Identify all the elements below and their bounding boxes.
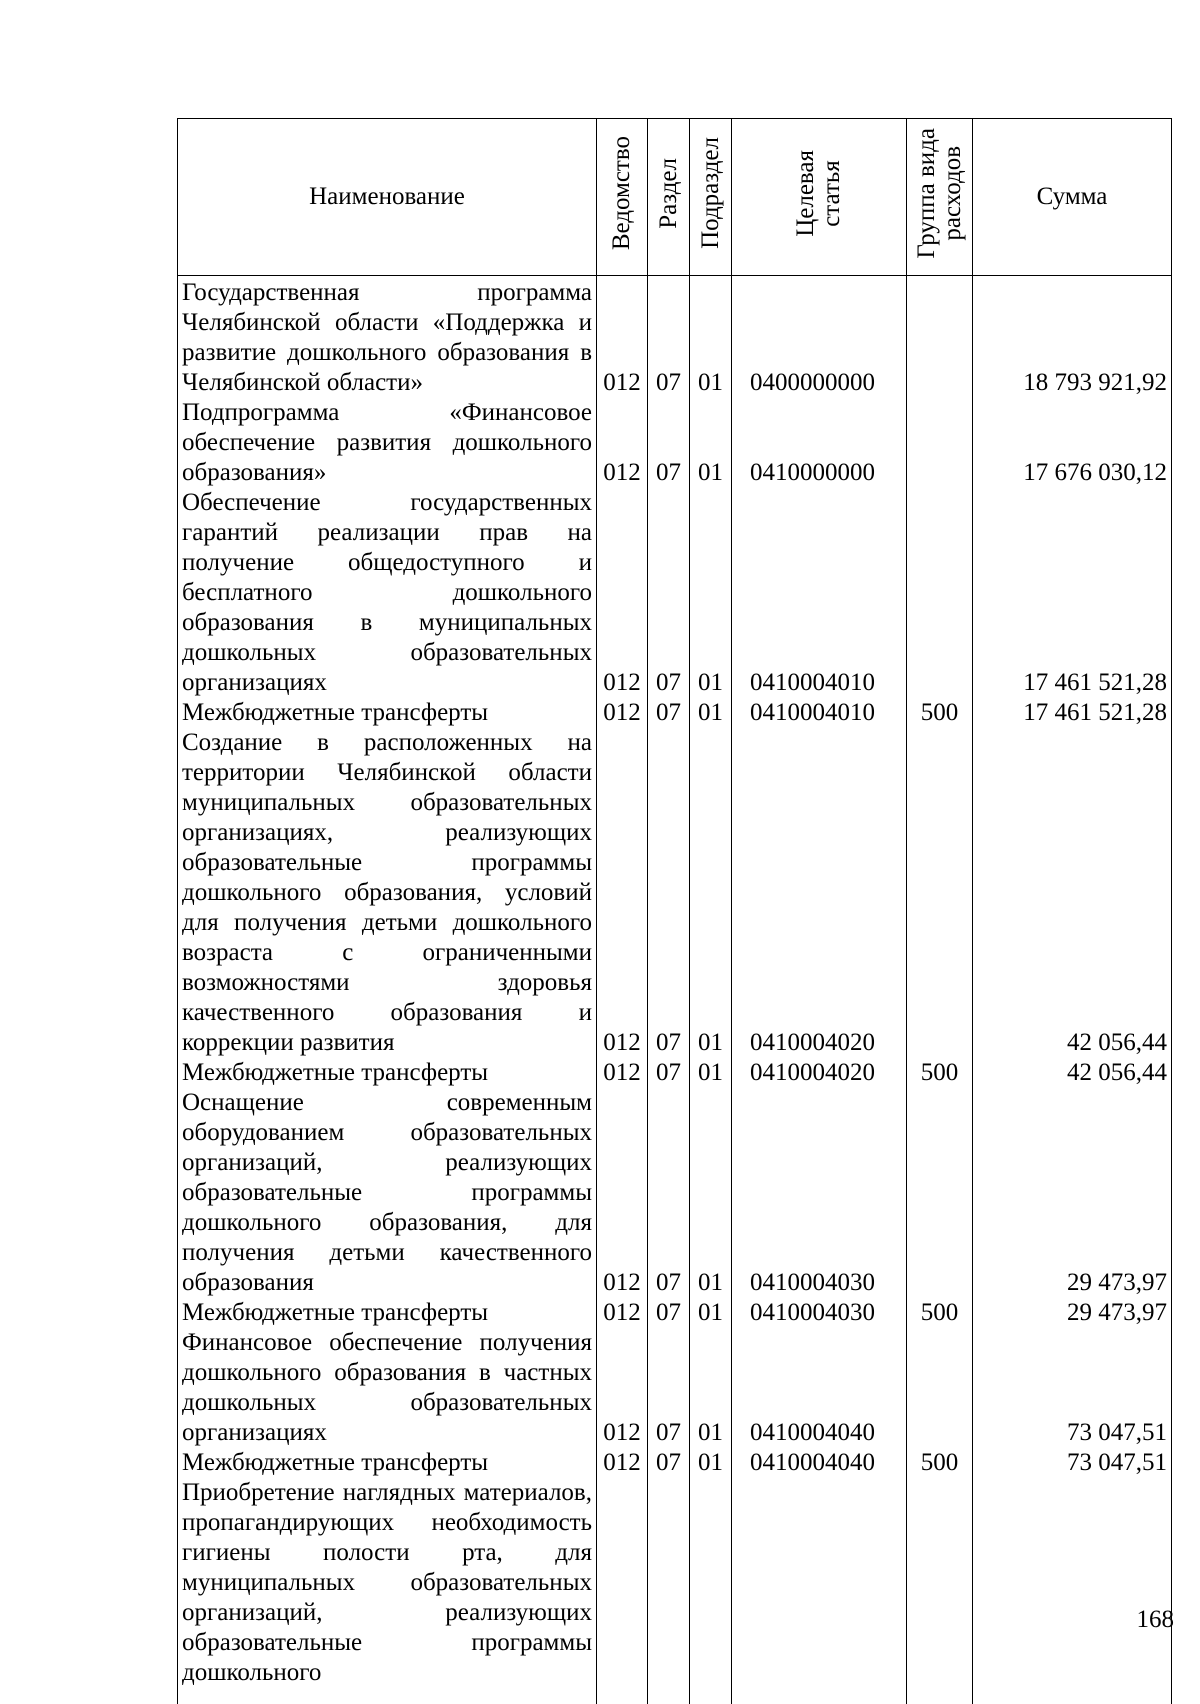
row-razdel: 07 [648,698,690,728]
row-summa: 17 461 521,28 [973,698,1172,728]
row-name: Межбюджетные трансферты [178,1448,597,1478]
header-vedomstvo [597,119,648,276]
page-number: 168 [1137,1606,1175,1634]
row-celevaya: 0410004030 [732,1088,907,1298]
row-razdel: 07 [648,1448,690,1478]
header-gruppa [907,119,973,276]
row-podrazdel: 01 [690,728,732,1058]
row-vedomstvo: 012 [597,1088,648,1298]
table-row [178,1088,1172,1298]
row-podrazdel: 01 [690,1298,732,1328]
table-row [178,698,1172,728]
row-summa: 73 047,51 [973,1448,1172,1478]
budget-table [177,118,1172,1704]
table-row [178,488,1172,698]
row-vedomstvo: 012 [597,488,648,698]
row-name: Приобретение наглядных материалов, пропагандирующих необходимость гигиены полости рта, для муниципальных образовательных организаций, реализующих образовательные программы дошкольного [178,1478,597,1688]
table-row [178,728,1172,1058]
row-razdel: 07 [648,398,690,488]
continuation-cell [690,1688,732,1704]
row-name: Финансовое обеспечение получения дошкольного образования в частных дошкольных образовательных организациях [178,1328,597,1448]
table-body [178,276,1172,1704]
row-summa: 29 473,97 [973,1298,1172,1328]
row-name: Обеспечение государственных гарантий реализации прав на получение общедоступного и бесплатного дошкольного образования в муниципальных дошкольных образовательных организациях [178,488,597,698]
row-name: Подпрограмма «Финансовое обеспечение развития дошкольного образования» [178,398,597,488]
row-name: Межбюджетные трансферты [178,1058,597,1088]
row-podrazdel: 01 [690,1448,732,1478]
continuation-cell [648,1688,690,1704]
row-name: Создание в расположенных на территории Челябинской области муниципальных образовательных организациях, реализующих образовательные программы дошкольного образования, условий для получения детьми дошкольного возраста с ограниченными возможностями здоровья качественного образования и коррекции развития [178,728,597,1058]
row-gruppa [907,1088,973,1298]
table-row [178,276,1172,399]
row-summa: 17 676 030,12 [973,398,1172,488]
continuation-cell [907,1688,973,1704]
table-row [178,1478,1172,1688]
continuation-cell [732,1688,907,1704]
row-name: Государственная программа Челябинской области «Поддержка и развитие дошкольного образования в Челябинской области» [178,276,597,399]
table-header [178,119,1172,276]
row-razdel: 07 [648,488,690,698]
header-row [178,119,1172,276]
row-summa: 17 461 521,28 [973,488,1172,698]
row-name: Межбюджетные трансферты [178,698,597,728]
row-vedomstvo: 012 [597,1328,648,1448]
row-vedomstvo: 012 [597,1448,648,1478]
row-gruppa [907,1328,973,1448]
row-vedomstvo: 012 [597,276,648,399]
row-vedomstvo [597,1478,648,1688]
row-vedomstvo: 012 [597,398,648,488]
row-celevaya: 0410004020 [732,1058,907,1088]
header-celevaya [732,119,907,276]
row-name: Межбюджетные трансферты [178,1298,597,1328]
table-row [178,1298,1172,1328]
row-razdel [648,1478,690,1688]
table-row [178,398,1172,488]
header-razdel-label: Раздел [655,158,683,229]
row-celevaya: 0410004010 [732,698,907,728]
row-gruppa: 500 [907,1448,973,1478]
row-podrazdel: 01 [690,488,732,698]
row-summa: 18 793 921,92 [973,276,1172,399]
continuation-cell [597,1688,648,1704]
row-razdel: 07 [648,728,690,1058]
row-celevaya: 0400000000 [732,276,907,399]
row-podrazdel: 01 [690,398,732,488]
row-summa: 42 056,44 [973,1058,1172,1088]
row-razdel: 07 [648,1298,690,1328]
row-summa: 42 056,44 [973,728,1172,1058]
row-gruppa [907,1478,973,1688]
table-continuation [178,1688,1172,1704]
row-gruppa [907,276,973,399]
row-razdel: 07 [648,1088,690,1298]
table-row [178,1448,1172,1478]
row-razdel: 07 [648,1328,690,1448]
row-celevaya: 0410004040 [732,1448,907,1478]
row-gruppa: 500 [907,698,973,728]
header-razdel [648,119,690,276]
row-gruppa [907,488,973,698]
header-gruppa-label: Группа вида расходов [914,128,966,259]
table-row [178,1328,1172,1448]
row-summa: 29 473,97 [973,1088,1172,1298]
header-summa: Сумма [973,119,1172,276]
row-gruppa [907,728,973,1058]
row-podrazdel: 01 [690,276,732,399]
header-celevaya-label: Целевая статья [793,150,845,237]
row-gruppa: 500 [907,1058,973,1088]
row-vedomstvo: 012 [597,1058,648,1088]
row-vedomstvo: 012 [597,1298,648,1328]
row-summa: 73 047,51 [973,1328,1172,1448]
row-celevaya: 0410004020 [732,728,907,1058]
row-celevaya: 0410004030 [732,1298,907,1328]
row-razdel: 07 [648,276,690,399]
header-vedomstvo-label: Ведомство [608,136,636,250]
row-celevaya: 0410004040 [732,1328,907,1448]
row-summa [973,1478,1172,1688]
table-row [178,1058,1172,1088]
row-celevaya: 0410000000 [732,398,907,488]
header-name: Наименование [178,119,597,276]
row-gruppa [907,398,973,488]
row-podrazdel: 01 [690,1088,732,1298]
row-celevaya [732,1478,907,1688]
header-podrazdel-label: Подраздел [697,137,725,249]
row-podrazdel [690,1478,732,1688]
row-gruppa: 500 [907,1298,973,1328]
row-vedomstvo: 012 [597,698,648,728]
continuation-cell [178,1688,597,1704]
row-podrazdel: 01 [690,698,732,728]
row-celevaya: 0410004010 [732,488,907,698]
continuation-cell [973,1688,1172,1704]
row-razdel: 07 [648,1058,690,1088]
row-name: Оснащение современным оборудованием образовательных организаций, реализующих образовательные программы дошкольного образования, для получения детьми качественного образования [178,1088,597,1298]
row-podrazdel: 01 [690,1058,732,1088]
row-vedomstvo: 012 [597,728,648,1058]
row-podrazdel: 01 [690,1328,732,1448]
header-podrazdel [690,119,732,276]
